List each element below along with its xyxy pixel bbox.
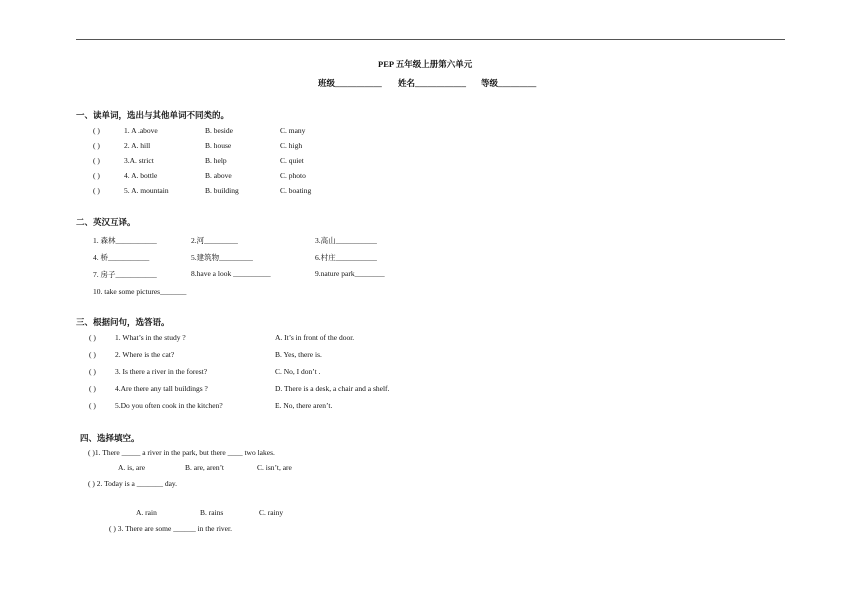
- answer-paren: ( ): [89, 333, 96, 342]
- answer-paren: ( ): [93, 126, 100, 135]
- translation-item: 2.河_________: [191, 236, 238, 245]
- answer-paren: ( ): [93, 156, 100, 165]
- question: 1. What’s in the study ?: [115, 333, 186, 342]
- translation-item: 6.村庄___________: [315, 253, 377, 262]
- top-rule: [76, 39, 785, 40]
- question-1: ( )1. There _____ a river in the park, but there ____ two lakes.: [88, 448, 275, 457]
- q2-option-c: C. rainy: [259, 508, 284, 517]
- answer-paren: ( ): [93, 171, 100, 180]
- translation-item: 7. 房子___________: [93, 270, 157, 279]
- name-field: 姓名____________: [398, 78, 467, 88]
- option-c: C. photo: [280, 171, 306, 180]
- question: 4.Are there any tall buildings ?: [115, 384, 208, 393]
- section4-heading: 四、选择填空。: [80, 433, 140, 443]
- answer-choice: C. No, I don’t .: [275, 367, 321, 376]
- answer-paren: ( ): [89, 367, 96, 376]
- q1-option-b: B. are, aren’t: [185, 463, 225, 472]
- answer-paren: ( ): [93, 186, 100, 195]
- translation-item: 4. 桥___________: [93, 253, 150, 262]
- option-a: 4. A. bottle: [124, 171, 158, 180]
- question: 3. Is there a river in the forest?: [115, 367, 208, 376]
- translation-item: 10. take some pictures_______: [93, 287, 187, 296]
- translation-item: 8.have a look __________: [191, 269, 271, 278]
- answer-choice: A. It’s in front of the door.: [275, 333, 355, 342]
- question-3: ( ) 3. There are some ______ in the river.: [109, 524, 232, 533]
- option-b: B. building: [205, 186, 239, 195]
- answer-paren: ( ): [89, 350, 96, 359]
- option-a: 3.A. strict: [124, 156, 154, 165]
- option-b: B. above: [205, 171, 232, 180]
- option-b: B. house: [205, 141, 232, 150]
- translation-item: 5.建筑物_________: [191, 253, 253, 262]
- page-title: PEP 五年级上册第六单元: [378, 59, 473, 69]
- answer-choice: B. Yes, there is.: [275, 350, 322, 359]
- answer-choice: E. No, there aren’t.: [275, 401, 333, 410]
- option-b: B. beside: [205, 126, 233, 135]
- translation-item: 3.高山___________: [315, 236, 377, 245]
- option-c: C. quiet: [280, 156, 304, 165]
- option-c: C. many: [280, 126, 306, 135]
- option-a: 2. A. hill: [124, 141, 151, 150]
- question: 5.Do you often cook in the kitchen?: [115, 401, 223, 410]
- option-a: 5. A. mountain: [124, 186, 169, 195]
- question-2: ( ) 2. Today is a _______ day.: [88, 479, 178, 488]
- q1-option-a: A. is, are: [118, 463, 146, 472]
- answer-choice: D. There is a desk, a chair and a shelf.: [275, 384, 390, 393]
- option-a: 1. A .above: [124, 126, 158, 135]
- translation-item: 1. 森林___________: [93, 236, 157, 245]
- section2-heading: 二、英汉互译。: [76, 217, 136, 227]
- section3-heading: 三、根据问句，选答语。: [76, 317, 170, 327]
- q2-option-b: B. rains: [200, 508, 224, 517]
- translation-item: 9.nature park________: [315, 269, 385, 278]
- option-c: C. boating: [280, 186, 312, 195]
- answer-paren: ( ): [89, 384, 96, 393]
- answer-paren: ( ): [93, 141, 100, 150]
- q1-option-c: C. isn’t, are: [257, 463, 292, 472]
- option-b: B. help: [205, 156, 227, 165]
- option-c: C. high: [280, 141, 303, 150]
- grade-field: 等级_________: [481, 78, 537, 88]
- question: 2. Where is the cat?: [115, 350, 175, 359]
- class-field: 班级___________: [318, 78, 382, 88]
- section1-heading: 一、读单词，选出与其他单词不同类的。: [76, 110, 230, 120]
- answer-paren: ( ): [89, 401, 96, 410]
- q2-option-a: A. rain: [136, 508, 157, 517]
